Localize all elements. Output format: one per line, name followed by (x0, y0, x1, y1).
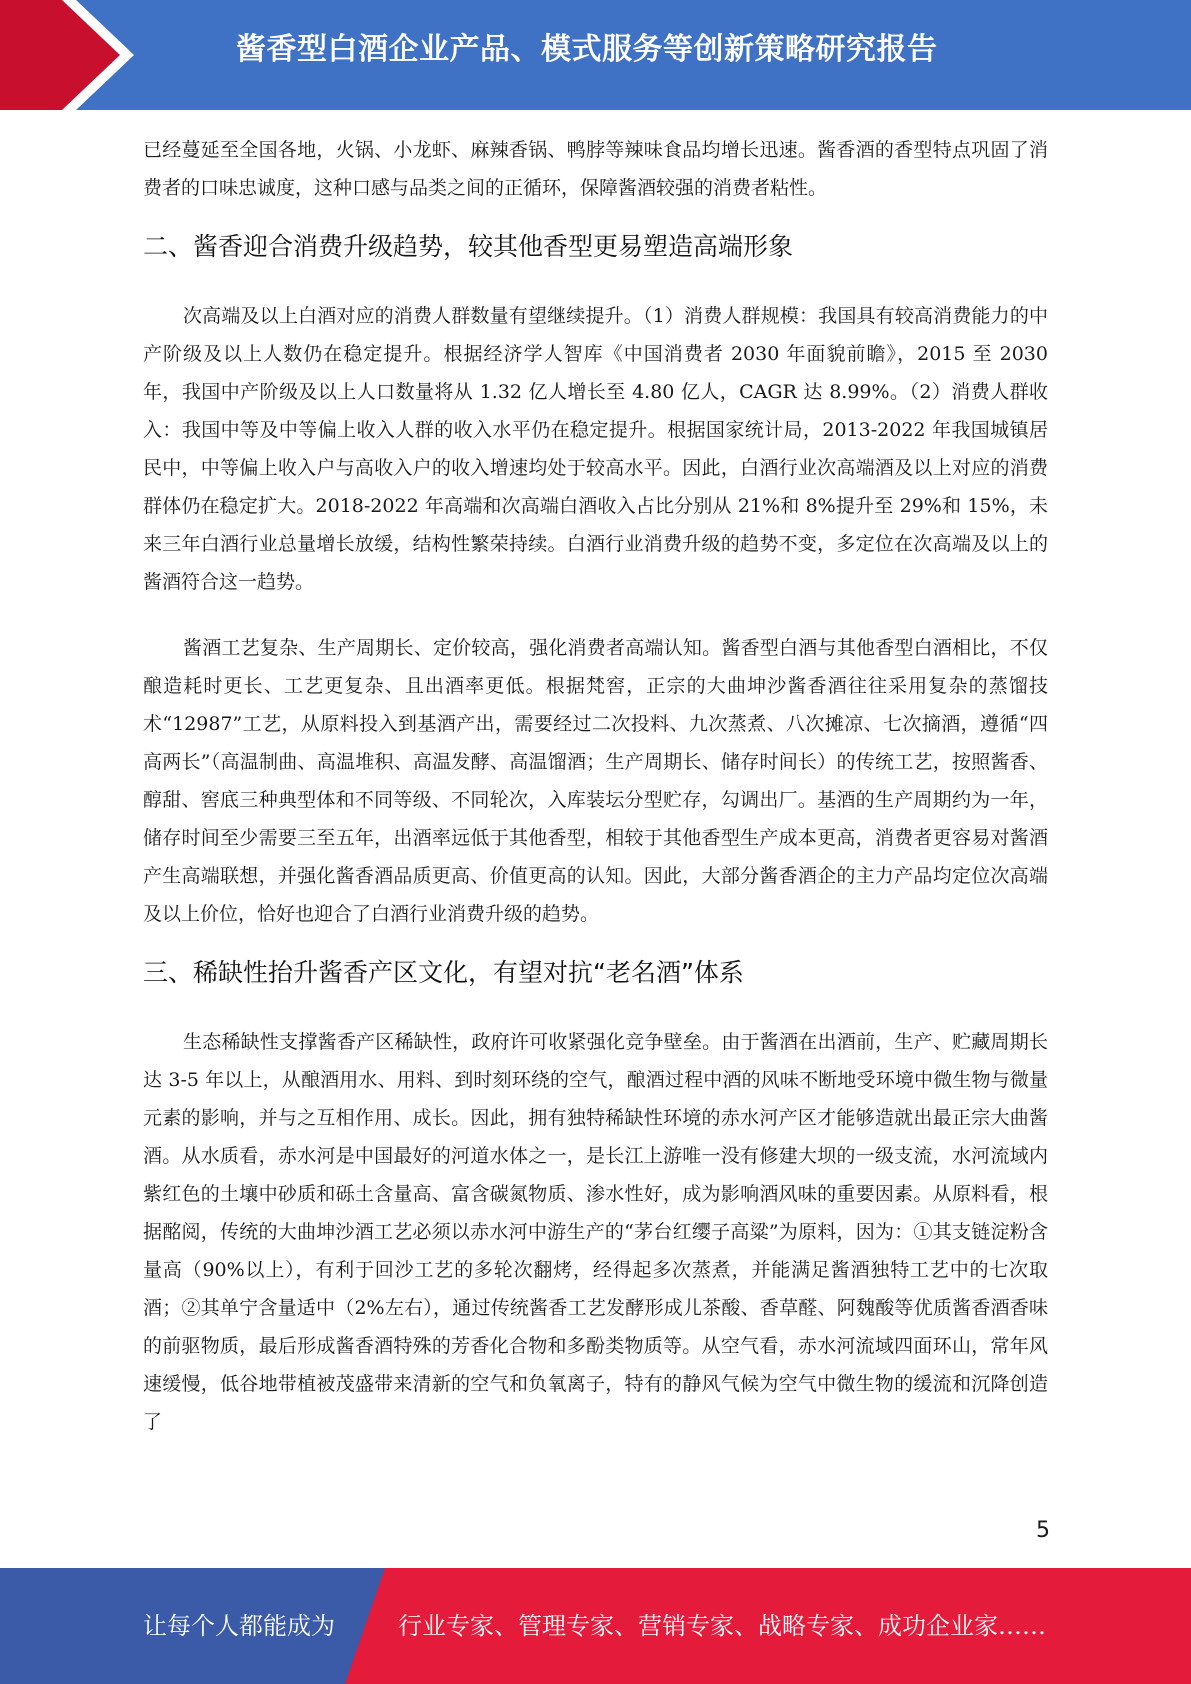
page-footer (0, 1568, 1191, 1684)
section-heading-3: 三、稀缺性抬升酱香产区文化，有望对抗“老名酒”体系 (143, 958, 744, 987)
paragraph-scarcity: 生态稀缺性支撑酱香产区稀缺性，政府许可收紧强化竞争壁垒。由于酱酒在出酒前，生产、贮藏周期长达 3-5 年以上，从酿酒用水、用料、到时刻环绕的空气，酿酒过程中酒的风味不断地受环境中微生物与微量元素的影响，并与之互相作用、成长。因此，拥有独特稀缺性环境的赤水河产区才能够造就出最正宗大曲酱酒。从水质看，赤水河是中国最好的河道水体之一，是长江上游唯一没有修建大坝的一级支流，水河流域内紫红色的土壤中砂质和砾土含量高、富含碳氮物质、渗水性好，成为影响酒风味的重要因素。从原料看，根据酩阅，传统的大曲坤沙酒工艺必须以赤水河中游生产的“茅台红缨子高粱”为原料，因为：①其支链淀粉含量高（90%以上），有利于回沙工艺的多轮次翻烤，经得起多次蒸煮，并能满足酱酒独特工艺中的七次取酒；②其单宁含量适中（2%左右），通过传统酱香工艺发酵形成儿茶酸、香草醛、阿魏酸等优质酱香酒香味的前驱物质，最后形成酱香酒特殊的芳香化合物和多酚类物质等。从空气看，赤水河流域四面环山，常年风速缓慢，低谷地带植被茂盛带来清新的空气和负氧离子，特有的静风气候为空气中微生物的缓流和沉降创造了 (143, 1031, 1048, 1433)
paragraph-intro: 已经蔓延至全国各地，火锅、小龙虾、麻辣香锅、鸭脖等辣味食品均增长迅速。酱香酒的香型特点巩固了消费者的口味忠诚度，这种口感与品类之间的正循环，保障酱酒较强的消费者粘性。 (143, 139, 1048, 199)
header-arrow-decoration (0, 0, 160, 110)
report-body (143, 131, 1048, 1441)
paragraph-consumer-upgrade: 次高端及以上白酒对应的消费人群数量有望继续提升。（1）消费人群规模：我国具有较高消费能力的中产阶级及以上人数仍在稳定提升。根据经济学人智库《中国消费者 2030 年面貌前瞻》，2015 至 2030 年，我国中产阶级及以上人口数量将从 1.32 亿人增长至 4.80 亿人，CAGR 达 8.99%。（2）消费人群收入：我国中等及中等偏上收入人群的收入水平仍在稳定提升。根据国家统计局，2013-2022 年我国城镇居民中，中等偏上收入户与高收入户的收入增速均处于较高水平。因此，白酒行业次高端酒及以上对应的消费群体仍在稳定扩大。2018-2022 年高端和次高端白酒收入占比分别从 21%和 8%提升至 29%和 15%，未来三年白酒行业总量增长放缓，结构性繁荣持续。白酒行业消费升级的趋势不变，多定位在次高端及以上的酱酒符合这一趋势。 (143, 305, 1048, 593)
section-heading-2: 二、酱香迎合消费升级趋势，较其他香型更易塑造高端形象 (143, 232, 794, 261)
page-header (0, 0, 1191, 110)
footer-slogan-left: 让每个人都能成为 (143, 1612, 335, 1640)
paragraph-craft-cost: 酱酒工艺复杂、生产周期长、定价较高，强化消费者高端认知。酱香型白酒与其他香型白酒相比，不仅酿造耗时更长、工艺更复杂、且出酒率更低。根据梵窖，正宗的大曲坤沙酱香酒往往采用复杂的蒸馏技术“12987”工艺，从原料投入到基酒产出，需要经过二次投料、九次蒸煮、八次摊凉、七次摘酒，遵循“四高两长”（高温制曲、高温堆积、高温发酵、高温馏酒；生产周期长、储存时间长）的传统工艺，按照酱香、醇甜、窖底三种典型体和不同等级、不同轮次，入库装坛分型贮存，勾调出厂。基酒的生产周期约为一年，储存时间至少需要三至五年，出酒率远低于其他香型，相较于其他香型生产成本更高，消费者更容易对酱酒产生高端联想，并强化酱香酒品质更高、价值更高的认知。因此，大部分酱香酒企的主力产品均定位次高端及以上价位，恰好也迎合了白酒行业消费升级的趋势。 (143, 637, 1048, 925)
page-number: 5 (1036, 1518, 1050, 1543)
footer-slogan-right: 行业专家、管理专家、营销专家、战略专家、成功企业家…… (398, 1612, 1046, 1640)
report-title: 酱香型白酒企业产品、模式服务等创新策略研究报告 (236, 32, 938, 67)
